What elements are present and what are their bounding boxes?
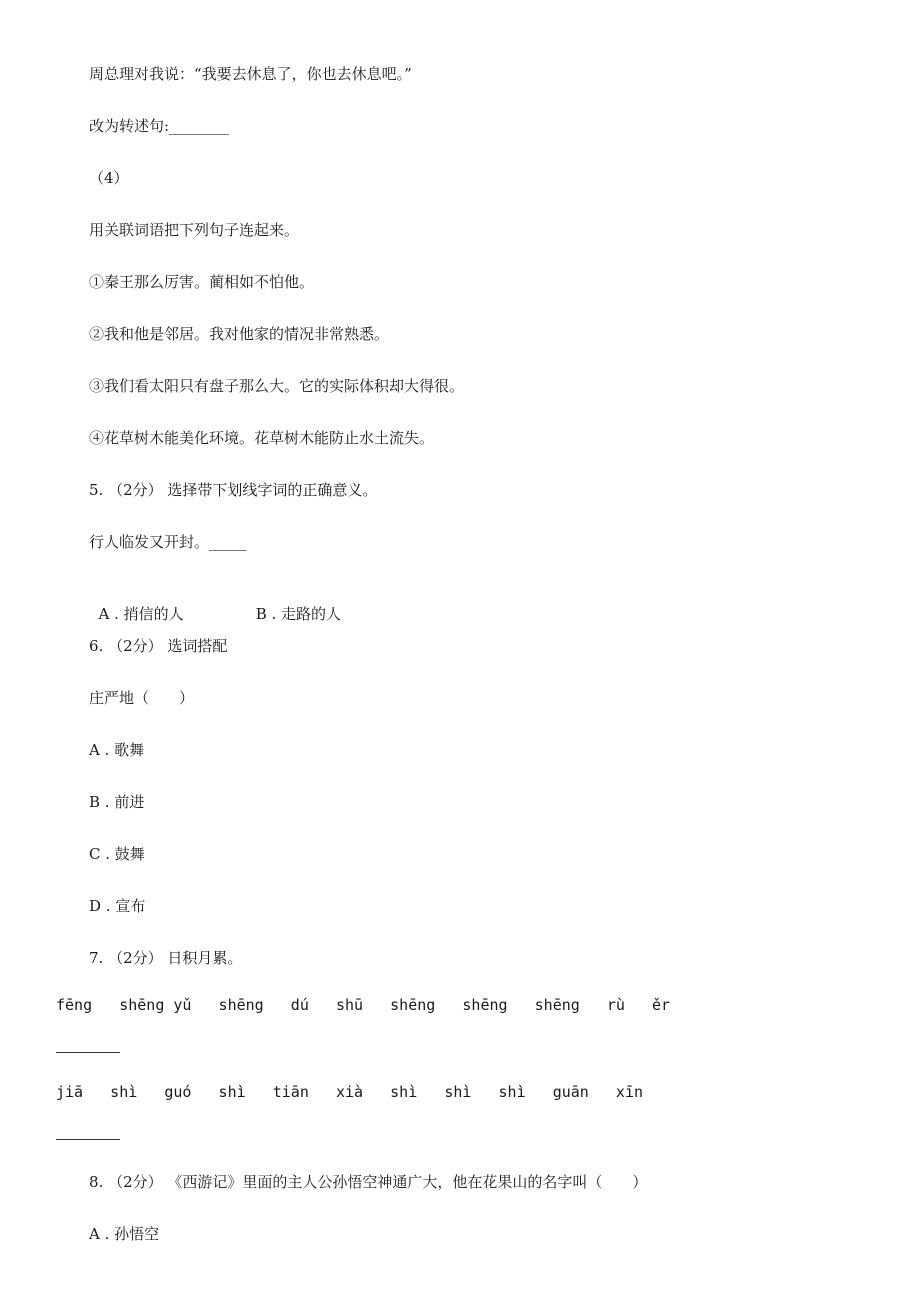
question-8-header: 8. （2分） 《西游记》里面的主人公孙悟空神通广大，他在花果山的名字叫（ ） [89,1173,648,1191]
option-b[interactable]: B . 前进 [89,793,145,811]
pinyin-line-2: jiā shì guó shì tiān xià shì shì shì guān xīn [56,1083,643,1101]
question-6-stem: 庄严地（ ） [89,689,195,707]
option-c[interactable]: C . 鼓舞 [89,845,145,863]
direct-speech-sentence: 周总理对我说：“我要去休息了，你也去休息吧。” [89,65,412,83]
sentence-item-2: ②我和他是邻居。我对他家的情况非常熟悉。 [89,325,390,343]
sub-question-number: （4） [89,169,129,187]
indirect-speech-prompt: 改为转述句:________ [89,117,230,135]
question-5-sentence: 行人临发又开封。_____ [89,533,247,551]
question-6-header: 6. （2分） 选词搭配 [89,637,228,655]
sentence-item-1: ①秦王那么厉害。蔺相如不怕他。 [89,273,315,291]
question-5-options [89,584,341,624]
conjunction-instruction: 用关联词语把下列句子连起来。 [89,221,300,239]
option-b[interactable]: B . 走路的人 [255,605,342,623]
question-5-header: 5. （2分） 选择带下划线字词的正确意义。 [89,481,378,499]
option-a[interactable]: A . 孙悟空 [89,1225,160,1243]
answer-blank-1[interactable] [56,1052,120,1053]
question-7-header: 7. （2分） 日积月累。 [89,949,243,967]
option-a[interactable]: A . 歌舞 [89,741,145,759]
sentence-item-3: ③我们看太阳只有盘子那么大。它的实际体积却大得很。 [89,377,465,395]
answer-blank-2[interactable] [56,1139,120,1140]
option-a[interactable]: A . 捎信的人 [98,605,184,623]
option-d[interactable]: D . 宣布 [89,897,146,915]
sentence-item-4: ④花草树木能美化环境。花草树木能防止水土流失。 [89,429,435,447]
pinyin-line-1: fēng shēng yǔ shēng dú shū shēng shēng shēng rù ěr [56,996,671,1014]
